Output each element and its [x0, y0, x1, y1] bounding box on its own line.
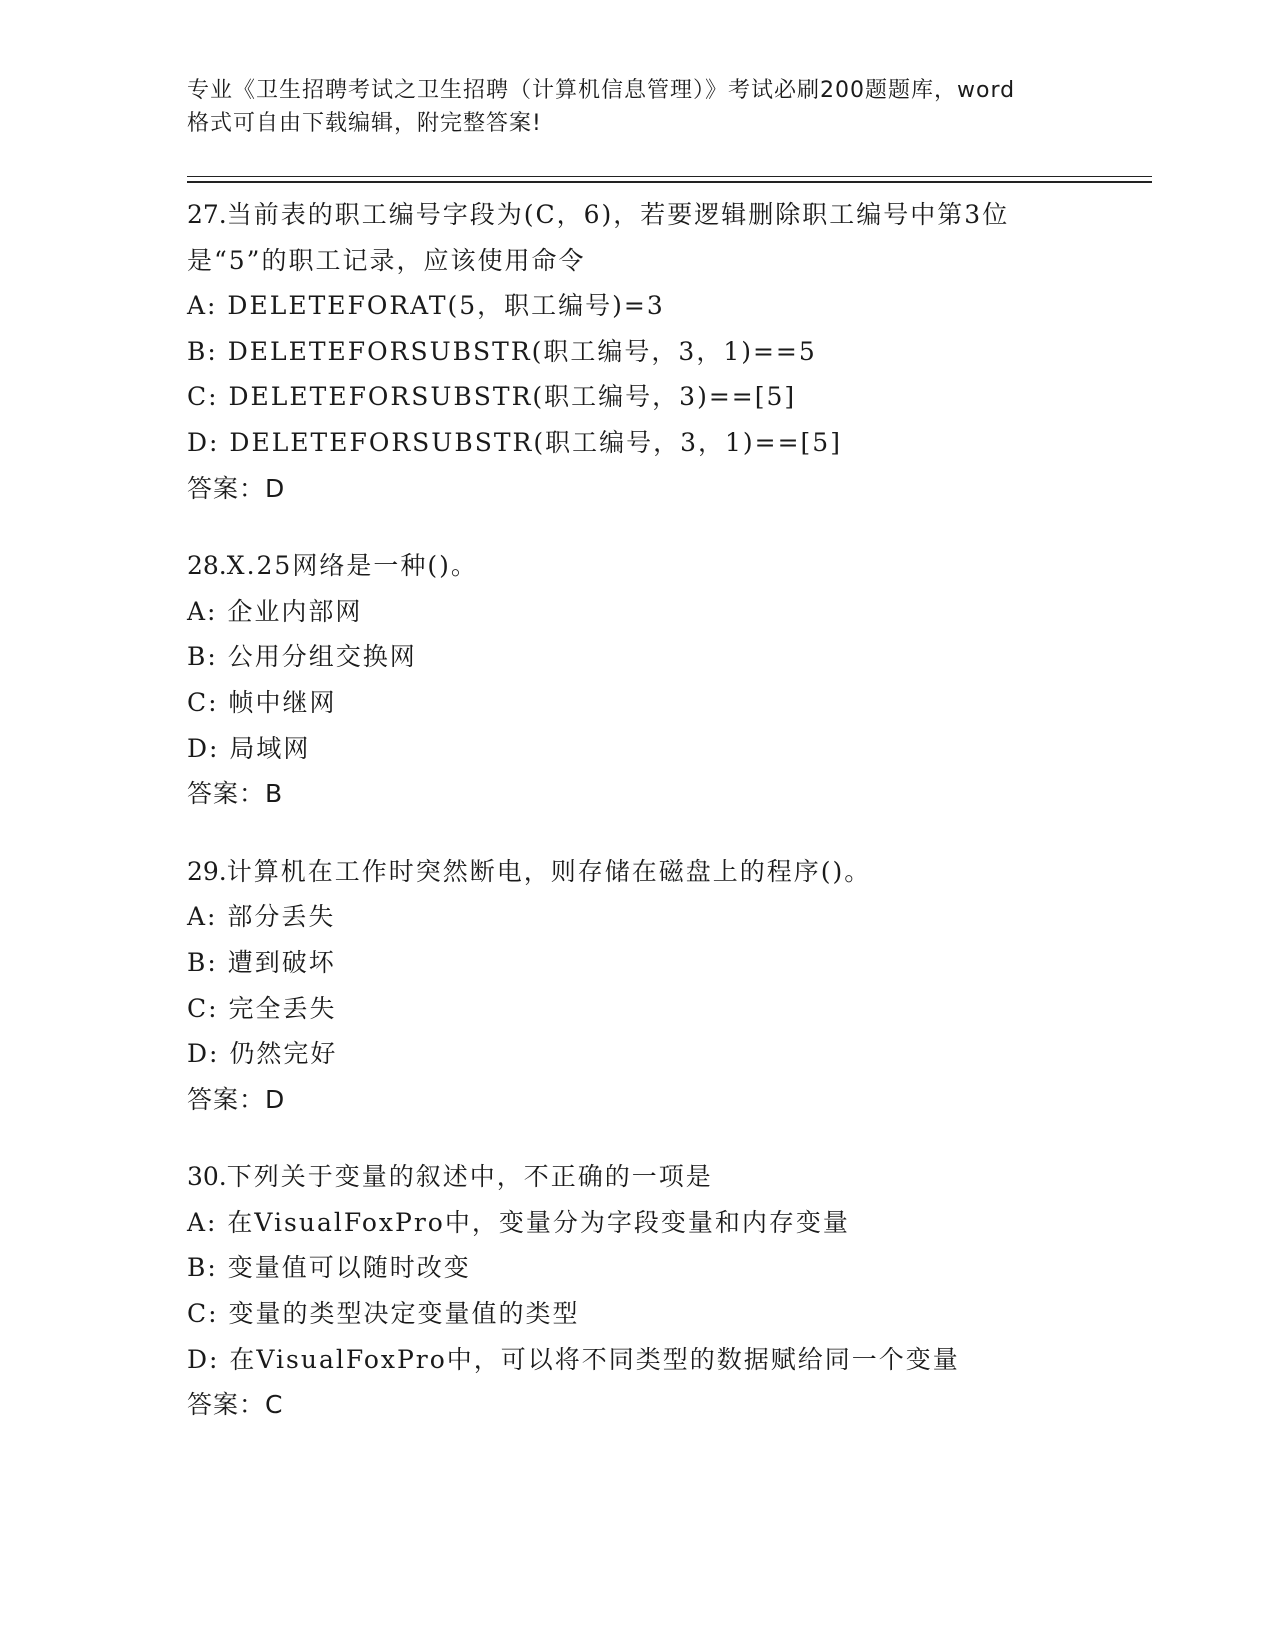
option-d: D: 在VisualFoxPro中，可以将不同类型的数据赋给同一个变量 — [187, 1344, 960, 1374]
question-text — [187, 1154, 1147, 1200]
question-29 — [187, 849, 1147, 1123]
option-b: B: 遭到破坏 — [187, 947, 336, 977]
answer: 答案：B — [187, 779, 284, 809]
question-text — [187, 849, 1147, 895]
question-number: 27. — [187, 200, 227, 229]
question-28 — [187, 543, 1147, 817]
answer: 答案：D — [187, 473, 286, 503]
option-a: A: DELETEFORAT(5，职工编号)=3 — [187, 291, 665, 321]
option-a: A: 在VisualFoxPro中，变量分为字段变量和内存变量 — [187, 1207, 850, 1237]
question-number: 28. — [187, 551, 227, 581]
question-text-line-1: 当前表的职工编号字段为(C，6)，若要逻辑删除职工编号中第3位 — [226, 200, 1010, 229]
option-c: C: 帧中继网 — [187, 687, 337, 717]
option-b: B: 变量值可以随时改变 — [187, 1253, 471, 1283]
answer: 答案：C — [187, 1390, 284, 1420]
question-text — [187, 192, 1147, 238]
question-text-line-1: X.25网络是一种()。 — [226, 551, 478, 581]
question-list — [187, 192, 1147, 1460]
answer: 答案：D — [187, 1084, 286, 1114]
question-text-line-1: 下列关于变量的叙述中，不正确的一项是 — [226, 1162, 713, 1192]
question-text — [187, 543, 1147, 589]
document-header — [187, 74, 1087, 140]
option-d: D: 局域网 — [187, 733, 311, 763]
option-a: A: 企业内部网 — [187, 596, 363, 626]
header-line-1: 专业《卫生招聘考试之卫生招聘（计算机信息管理）》考试必刷200题题库，word — [187, 78, 1016, 103]
option-b: B: DELETEFORSUBSTR(职工编号，3，1)==5 — [187, 336, 817, 366]
header-line-2: 格式可自由下载编辑，附完整答案! — [187, 111, 542, 136]
header-divider-thin — [187, 176, 1152, 177]
option-a: A: 部分丢失 — [187, 902, 336, 932]
question-27 — [187, 192, 1147, 511]
option-c: C: DELETEFORSUBSTR(职工编号，3)==[5] — [187, 382, 797, 412]
question-30 — [187, 1154, 1147, 1428]
option-d: D: 仍然完好 — [187, 1039, 338, 1069]
question-text-line-1: 计算机在工作时突然断电，则存储在磁盘上的程序()。 — [226, 856, 872, 886]
option-c: C: 变量的类型决定变量值的类型 — [187, 1299, 580, 1329]
option-b: B: 公用分组交换网 — [187, 642, 417, 672]
option-c: C: 完全丢失 — [187, 993, 337, 1023]
option-d: D: DELETEFORSUBSTR(职工编号，3，1)==[5] — [187, 427, 842, 457]
header-divider-thick — [187, 181, 1152, 183]
question-number: 30. — [187, 1162, 227, 1192]
question-text-line-2: 是“5”的职工记录，应该使用命令 — [187, 245, 586, 275]
question-number: 29. — [187, 856, 227, 886]
